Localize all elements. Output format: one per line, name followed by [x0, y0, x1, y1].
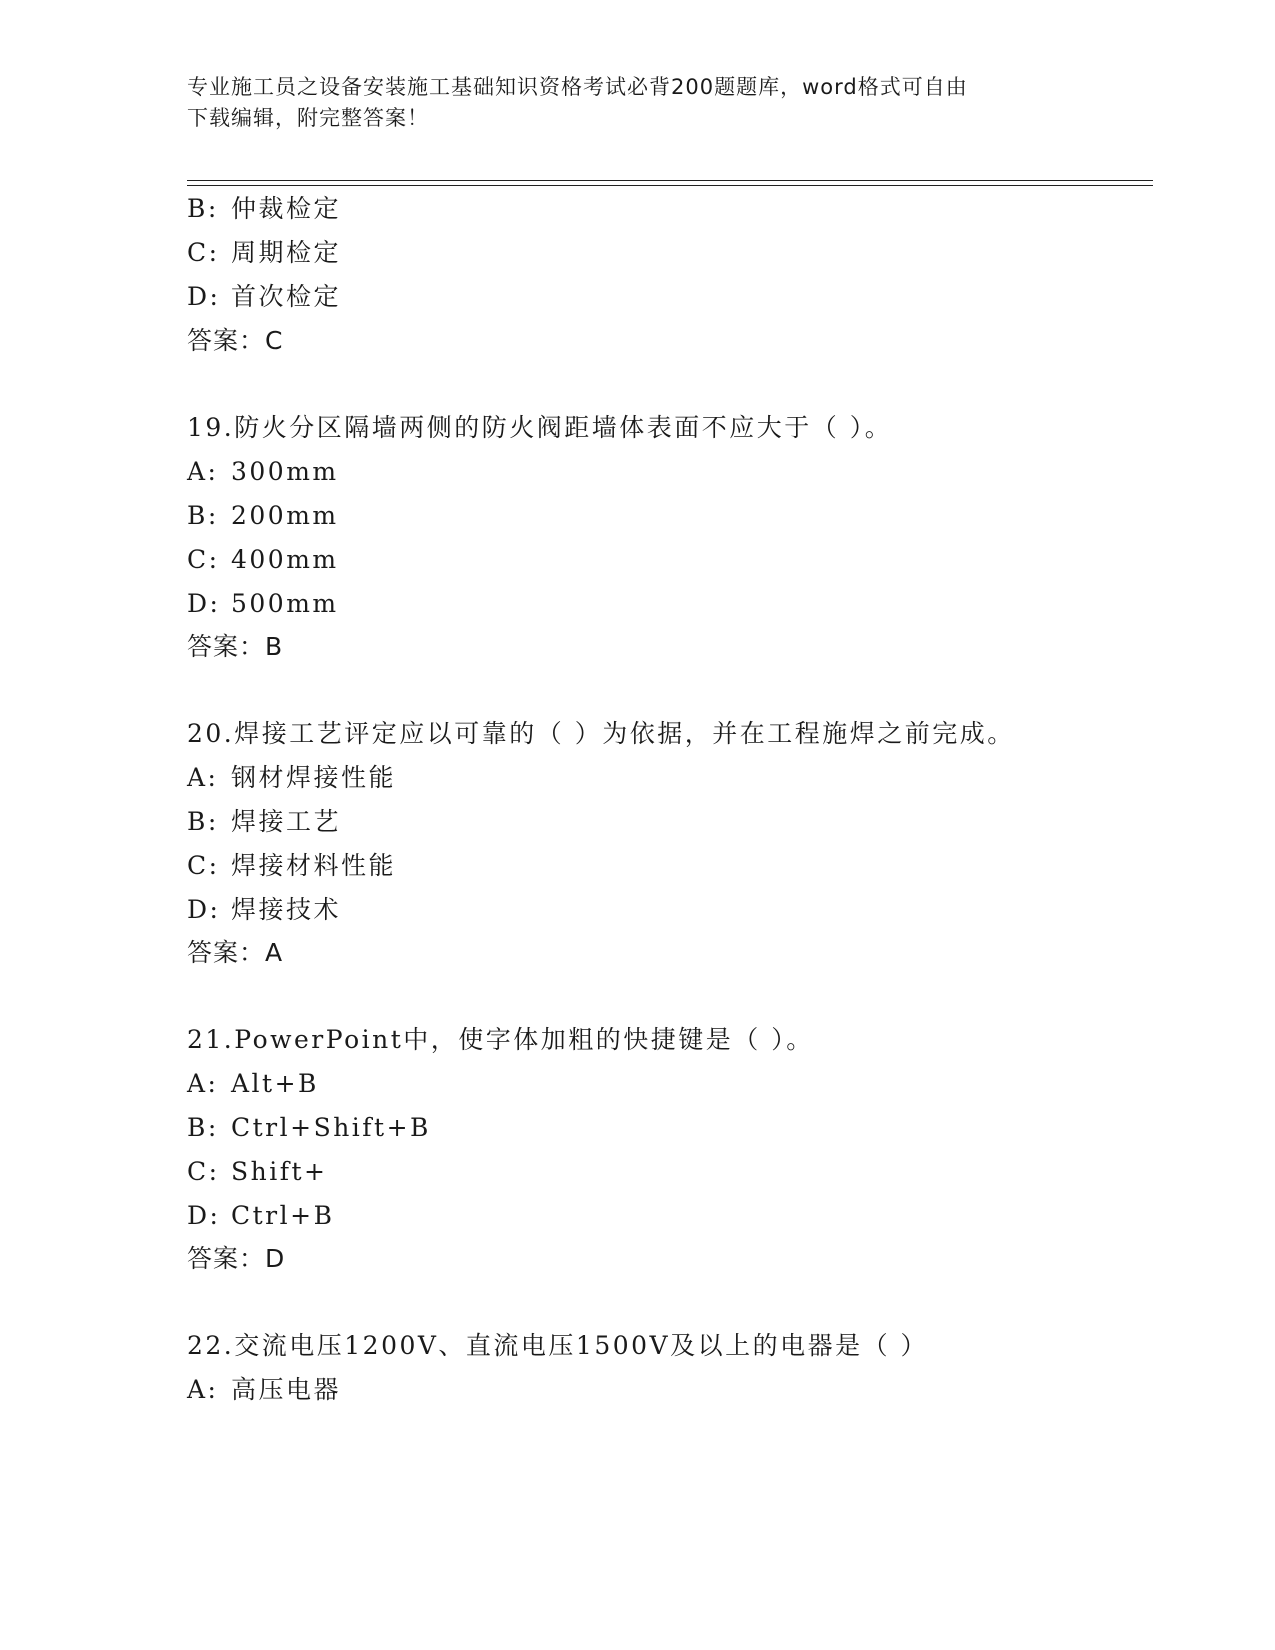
option-letter: B: — [187, 1113, 219, 1142]
option-text: 周期检定 — [231, 238, 342, 267]
header-divider-bottom — [187, 185, 1153, 186]
q18-option-c — [187, 237, 341, 269]
option-letter: D: — [187, 282, 221, 311]
header-divider-top — [187, 180, 1153, 181]
q21-option-c — [187, 1156, 327, 1188]
option-text: 焊接技术 — [231, 895, 342, 924]
option-text: 钢材焊接性能 — [231, 763, 397, 792]
option-letter: C: — [187, 545, 220, 574]
option-letter: C: — [187, 1157, 220, 1186]
option-letter: A: — [187, 763, 219, 792]
q19-option-b — [187, 500, 339, 532]
q21-option-b — [187, 1112, 431, 1144]
q22-stem: 22.交流电压1200V、直流电压1500V及以上的电器是（ ） — [187, 1331, 929, 1360]
option-text: Alt+B — [231, 1069, 319, 1098]
q19-option-c — [187, 544, 339, 576]
option-text: 400mm — [231, 545, 339, 574]
option-letter: C: — [187, 851, 220, 880]
option-text: 焊接工艺 — [231, 807, 342, 836]
option-letter: A: — [187, 457, 219, 486]
option-letter: D: — [187, 1201, 221, 1230]
q21-answer: 答案：D — [187, 1244, 286, 1273]
q20-stem: 20.焊接工艺评定应以可靠的（ ）为依据，并在工程施焊之前完成。 — [187, 719, 1015, 748]
option-letter: B: — [187, 194, 219, 223]
q18-option-d — [187, 281, 341, 313]
option-text: Ctrl+Shift+B — [231, 1113, 431, 1142]
option-letter: B: — [187, 807, 219, 836]
document-header — [187, 72, 1067, 134]
option-text: 200mm — [231, 501, 339, 530]
option-letter: D: — [187, 895, 221, 924]
option-letter: A: — [187, 1375, 219, 1404]
option-letter: A: — [187, 1069, 219, 1098]
q20-option-c — [187, 850, 396, 882]
q20-option-d — [187, 894, 341, 926]
q21-option-d — [187, 1200, 334, 1232]
option-text: 焊接材料性能 — [231, 851, 397, 880]
q19-stem: 19.防火分区隔墙两侧的防火阀距墙体表面不应大于（ ）。 — [187, 413, 893, 442]
q18-answer: 答案：C — [187, 326, 284, 355]
option-text: 首次检定 — [231, 282, 342, 311]
q20-option-a — [187, 762, 396, 794]
q19-option-d — [187, 588, 339, 620]
q21-option-a — [187, 1068, 319, 1100]
option-letter: D: — [187, 589, 221, 618]
q20-answer: 答案：A — [187, 938, 284, 967]
header-line-1: 专业施工员之设备安装施工基础知识资格考试必背200题题库，word格式可自由 — [187, 75, 968, 99]
option-text: 仲裁检定 — [231, 194, 342, 223]
q21-stem: 21.PowerPoint中，使字体加粗的快捷键是（ ）。 — [187, 1025, 814, 1054]
q19-answer: 答案：B — [187, 632, 284, 661]
option-text: Ctrl+B — [231, 1201, 335, 1230]
header-line-2: 下载编辑，附完整答案！ — [187, 106, 429, 130]
option-letter: C: — [187, 238, 220, 267]
q18-option-b — [187, 193, 341, 225]
option-text: 500mm — [231, 589, 339, 618]
q20-option-b — [187, 806, 341, 838]
option-text: 高压电器 — [231, 1375, 342, 1404]
option-text: Shift+ — [231, 1157, 328, 1186]
q22-option-a — [187, 1374, 341, 1406]
q19-option-a — [187, 456, 339, 488]
option-text: 300mm — [231, 457, 339, 486]
option-letter: B: — [187, 501, 219, 530]
